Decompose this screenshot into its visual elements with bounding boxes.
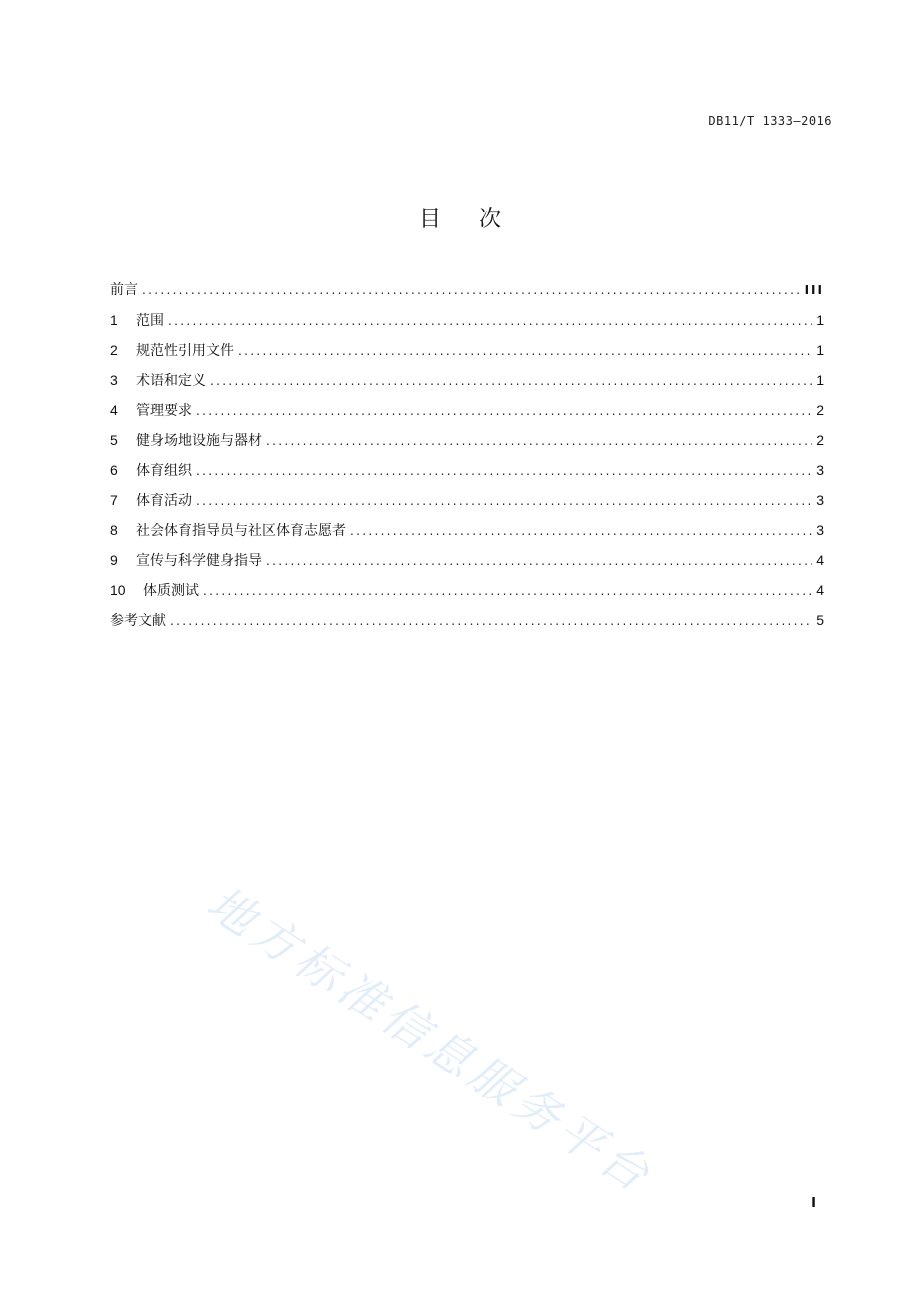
toc-entry-label: 范围 [136,313,164,329]
toc-entry-3[interactable] [110,370,824,400]
toc-leader-dots [196,491,812,511]
toc-entry-label: 体质测试 [143,583,199,599]
toc-entry-label: 体育活动 [136,493,192,509]
toc-entry-number: 8 [110,522,118,538]
toc-entry-label: 术语和定义 [136,373,206,389]
toc-entry-1[interactable] [110,310,824,340]
toc-entry-page: 4 [816,552,824,568]
toc-entry-page: 5 [816,612,824,628]
toc-entry-page: 1 [816,342,824,358]
toc-entry-label: 体育组织 [136,463,192,479]
toc-leader-dots [238,341,812,361]
toc-entry-label: 社会体育指导员与社区体育志愿者 [136,523,346,539]
toc-entry-label: 管理要求 [136,403,192,419]
toc-entry-number: 2 [110,342,118,358]
toc-entry-foreword[interactable] [110,280,824,310]
toc-entry-page: 1 [816,312,824,328]
toc-entry-page: 2 [816,432,824,448]
toc-entry-label: 参考文献 [110,613,166,629]
page-number: I [811,1196,816,1211]
toc-leader-dots [196,461,812,481]
toc-entry-9[interactable] [110,550,824,580]
toc-entry-number: 3 [110,372,118,388]
toc-leader-dots [196,401,812,421]
toc-entry-page: 3 [816,492,824,508]
toc-entry-number: 10 [110,582,126,598]
watermark: 地方标准信息服务平台 [197,875,664,1205]
page-title [0,202,920,233]
toc-entry-page: 1 [816,372,824,388]
toc-entry-label: 前言 [110,282,138,298]
toc-entry-label: 健身场地设施与器材 [136,433,262,449]
toc-leader-dots [266,431,812,451]
toc-entry-number: 5 [110,432,118,448]
toc-entry-7[interactable] [110,490,824,520]
toc-entry-4[interactable] [110,400,824,430]
toc-entry-page: 3 [816,522,824,538]
toc-leader-dots [266,551,812,571]
table-of-contents [110,280,824,640]
title-char-2: 次 [479,207,502,232]
toc-leader-dots [170,611,812,631]
toc-leader-dots [203,581,812,601]
toc-leader-dots [210,371,812,391]
toc-entry-page: 4 [816,582,824,598]
toc-entry-8[interactable] [110,520,824,550]
toc-leader-dots [350,521,812,541]
toc-entry-number: 4 [110,402,118,418]
toc-entry-references[interactable] [110,610,824,640]
toc-leader-dots [168,311,812,331]
title-char-1: 目 [418,207,441,232]
toc-entry-5[interactable] [110,430,824,460]
toc-entry-label: 宣传与科学健身指导 [136,553,262,569]
toc-entry-6[interactable] [110,460,824,490]
toc-entry-page: 3 [816,462,824,478]
toc-leader-dots [142,280,801,300]
toc-entry-label: 规范性引用文件 [136,343,234,359]
toc-entry-number: 6 [110,462,118,478]
document-code: DB11/T 1333—2016 [708,114,832,128]
toc-entry-10[interactable] [110,580,824,610]
toc-entry-number: 1 [110,312,118,328]
toc-entry-number: 9 [110,552,118,568]
toc-entry-page: III [804,283,824,297]
toc-entry-2[interactable] [110,340,824,370]
toc-entry-number: 7 [110,492,118,508]
toc-entry-page: 2 [816,402,824,418]
